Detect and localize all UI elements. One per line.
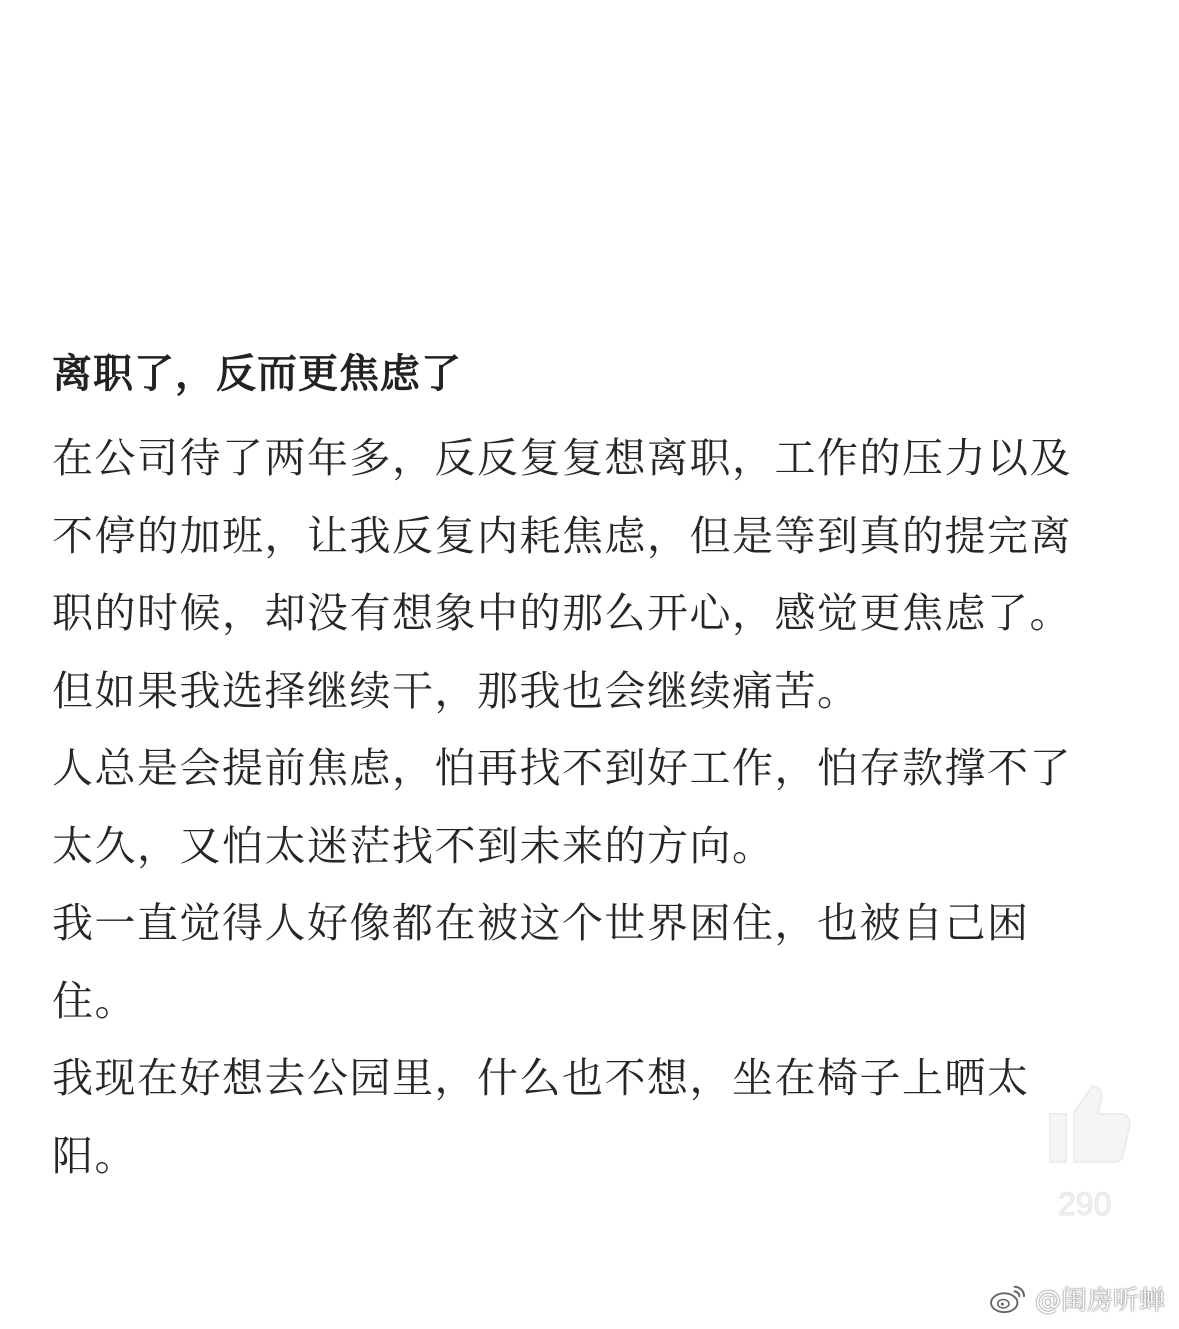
- post-paragraph: 在公司待了两年多，反反复复想离职，工作的压力以及不停的加班，让我反复内耗焦虑，但是等到真的提完离职的时候，却没有想象中的那么开心，感觉更焦虑了。但如果我选择继续干，那我也会继续痛苦。: [52, 434, 1072, 715]
- watermark-text: @闺房听蝉: [1034, 1286, 1165, 1316]
- like-button[interactable]: [1036, 1074, 1146, 1224]
- like-count: 290: [1058, 1186, 1112, 1222]
- post-title: 离职了，反而更焦虑了: [52, 351, 462, 397]
- watermark: [989, 1280, 1165, 1317]
- weibo-icon: [989, 1283, 1027, 1315]
- post-paragraph: 我现在好想去公园里，什么也不想，坐在椅子上晒太阳。: [52, 1054, 1030, 1180]
- post-paragraph: 人总是会提前焦虑，怕再找不到好工作，怕存款撑不了太久，又怕太迷茫找不到未来的方向。: [52, 744, 1072, 870]
- thumbs-up-icon: [1042, 1074, 1138, 1170]
- post-body: [52, 420, 1112, 1195]
- post-paragraph: 我一直觉得人好像都在被这个世界困住，也被自己困住。: [52, 899, 1030, 1025]
- post-content: [52, 342, 1112, 1195]
